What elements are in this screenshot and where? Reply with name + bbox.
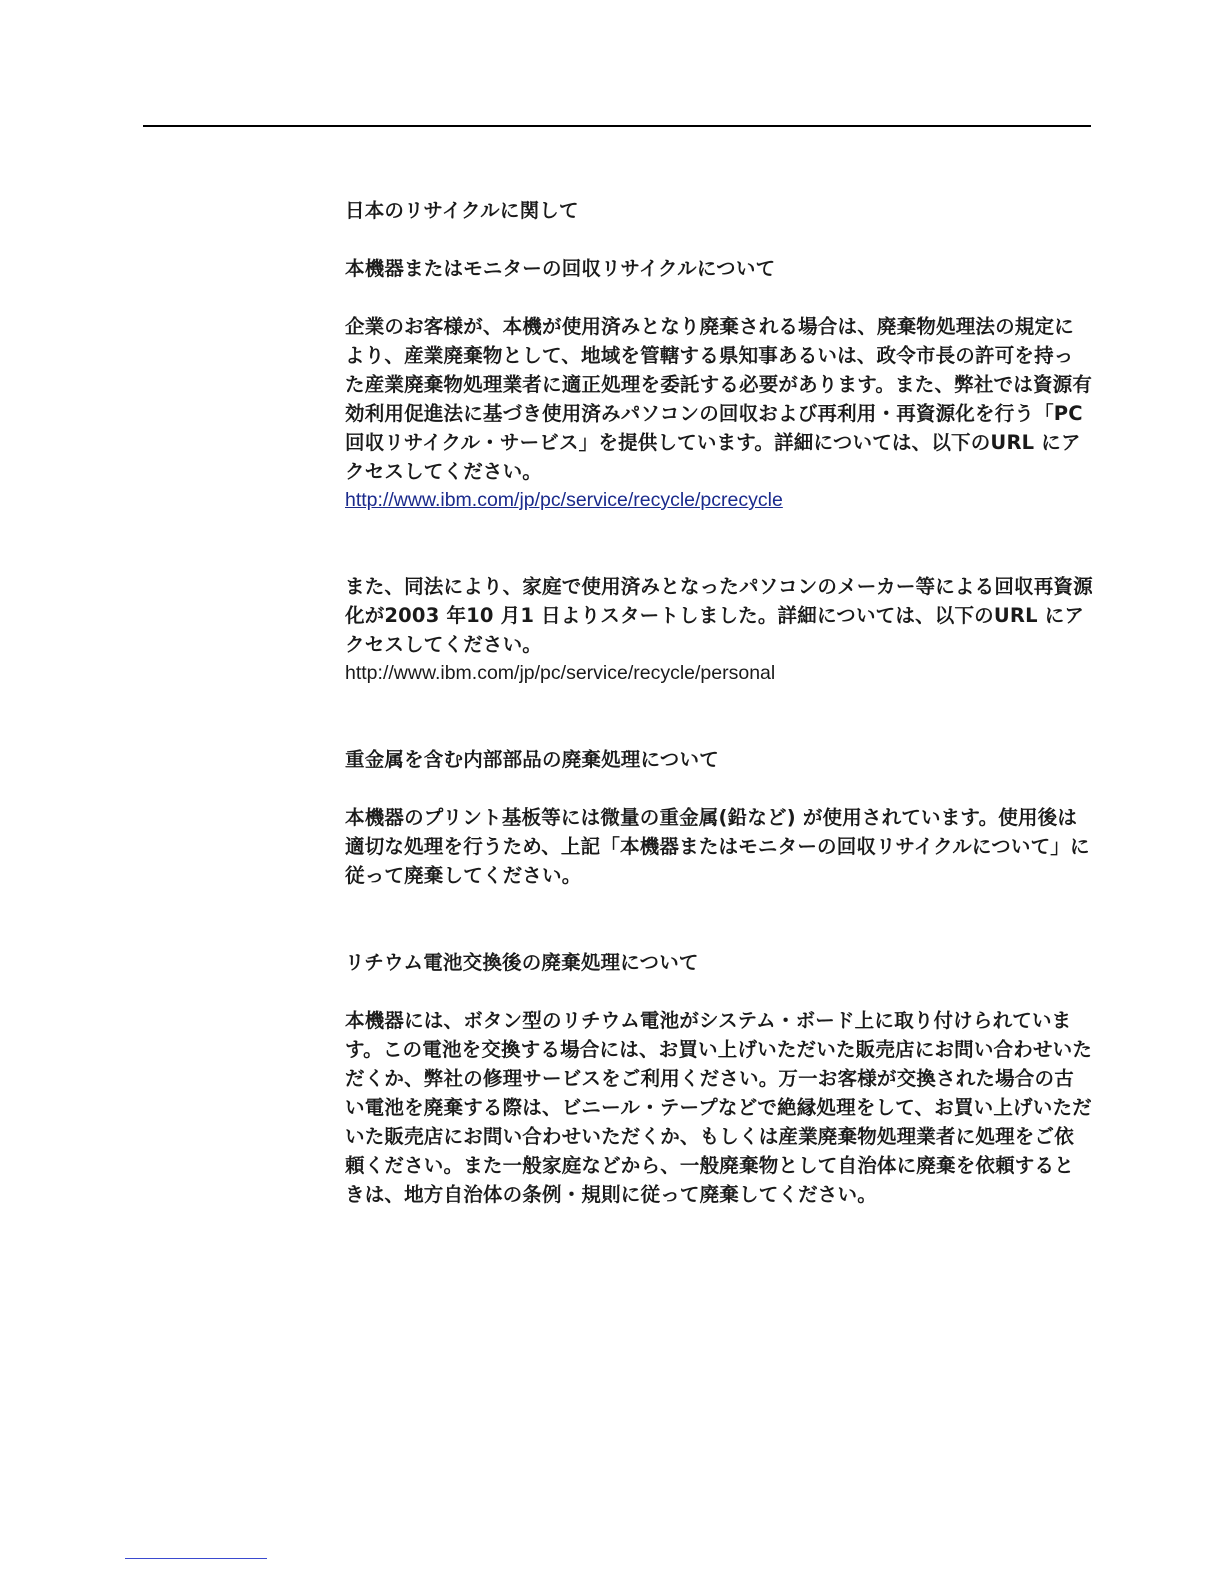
spacer xyxy=(345,977,1093,1006)
spacer xyxy=(345,225,1093,254)
paragraph-household-recycling: また、同法により、家庭で使用済みとなったパソコンのメーカー等による回収再資源化が2003 年10 月1 日よりスタートしました。詳細については、以下のURL にアクセスしてください。 xyxy=(345,575,1093,656)
document-body xyxy=(345,196,1093,1209)
paragraph-lithium-battery: 本機器には、ボタン型のリチウム電池がシステム・ボード上に取り付けられています。この電池を交換する場合には、お買い上げいただいた販売店にお問い合わせいただくか、弊社の修理サービスをご利用ください。万一お客様が交換された場合の古い電池を廃棄する際は、ビニール・テープなどで絶縁処理をして、お買い上げいただいた販売店にお問い合わせいただくか、もしくは産業廃棄物処理業者に処理をご依頼ください。また一般家庭などから、一般廃棄物として自治体に廃棄を依頼するときは、地方自治体の条例・規則に従って廃棄してください。 xyxy=(345,1009,1093,1206)
paragraph-business-disposal: 企業のお客様が、本機が使用済みとなり廃棄される場合は、廃棄物処理法の規定により、産業廃棄物として、地域を管轄する県知事あるいは、政令市長の許可を持った産業廃棄物処理業者に適正処理を委託する必要があります。また、弊社では資源有効利用促進法に基づき使用済みパソコンの回収および再利用・再資源化を行う「PC 回収リサイクル・サービス」を提供しています。詳細については、以下のURL にアクセスしてください。 xyxy=(345,315,1093,483)
pcrecycle-link[interactable]: http://www.ibm.com/jp/pc/service/recycle/pcrecycle xyxy=(345,489,783,511)
personal-recycle-url: http://www.ibm.com/jp/pc/service/recycle/personal xyxy=(345,662,776,684)
paragraph-heavy-metals: 本機器のプリント基板等には微量の重金属(鉛など) が使用されています。使用後は適切な処理を行うため、上記「本機器またはモニターの回収リサイクルについて」に従って廃棄してください。 xyxy=(345,806,1090,887)
spacer xyxy=(345,687,1093,745)
spacer xyxy=(345,283,1093,312)
section-heading-lithium-battery: リチウム電池交換後の廃棄処理について xyxy=(345,951,699,974)
section-heading-recycling: 本機器またはモニターの回収リサイクルについて xyxy=(345,257,776,280)
page-title: 日本のリサイクルに関して xyxy=(345,199,579,222)
spacer xyxy=(345,890,1093,948)
footnote-rule xyxy=(125,1558,267,1559)
spacer xyxy=(345,774,1093,803)
section-heading-heavy-metals: 重金属を含む内部部品の廃棄処理について xyxy=(345,748,719,771)
top-rule xyxy=(143,125,1091,127)
spacer xyxy=(345,514,1093,572)
